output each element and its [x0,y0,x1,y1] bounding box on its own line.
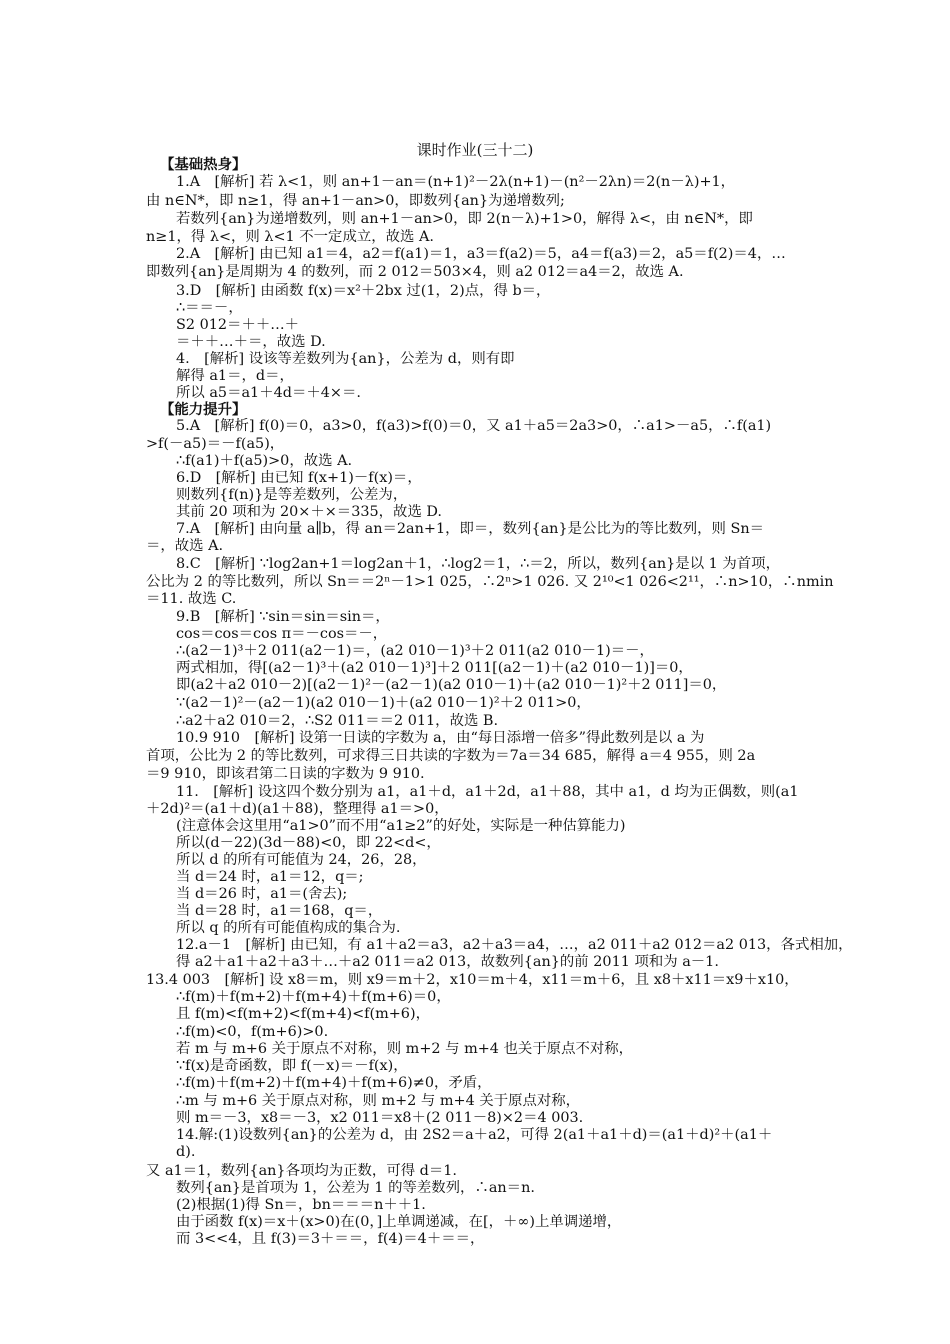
text-line: ∴m 与 m+6 关于原点对称，则 m+2 与 m+4 关于原点对称， [176,1093,581,1109]
text-line: 5.A [解析] f(0)＝0，a3>0，f(a3)>f(0)＝0，又 a1＋a5＝2a3>0，∴a1>－a5，∴f(a1) [176,418,772,434]
text-line: 由于函数 f(x)＝x＋(x>0)在(0，]上单调递减，在[，＋∞)上单调递增， [176,1214,622,1230]
text-line: (2)根据(1)得 Sn＝，bn＝＝＝n＋＋1. [176,1197,426,1213]
text-line: 1.A [解析] 若 λ<1，则 an+1－an＝(n+1)²－2λ(n+1)－(n²－2λn)＝2(n－λ)+1， [176,174,736,190]
text-line: 又 a1＝1，数列{an}各项均为正数，可得 d＝1. [146,1163,458,1179]
text-line: ∴f(m)＋f(m+2)＋f(m+4)＋f(m+6)≠0，矛盾， [176,1075,492,1091]
text-line: 12.a－1 [解析] 由已知，有 a1＋a2＝a3，a2＋a3＝a4，…，a2 011＋a2 012＝a2 013，各式相加， [176,937,853,953]
text-line: ＝11. 故选 C. [146,591,237,607]
text-line: ＝9 910，即该君第二日读的字数为 9 910. [146,766,425,782]
text-line: 解得 a1＝，d＝， [176,368,294,384]
text-line: 则 m＝－3，x8＝－3，x2 011＝x8＋(2 011－8)×2＝4 003. [176,1110,584,1126]
text-line: ∴f(m)<0，f(m+6)>0. [176,1024,329,1040]
text-line: >f(－a5)＝－f(a5)， [146,436,285,452]
text-line: 10.9 910 [解析] 设第一日读的字数为 a，由“每日添增一倍多”得此数列是以 a 为 [176,730,705,746]
text-line: 14.解:(1)设数列{an}的公差为 d，由 2S2＝a＋a2，可得 2(a1＋a1＋d)＝(a1＋d)²＋(a1＋ [176,1127,773,1143]
text-line: ∵f(x)是奇函数，即 f(－x)＝－f(x)， [176,1058,408,1074]
text-line: 两式相加，得[(a2－1)³＋(a2 010－1)³]＋2 011[(a2－1)＋(a2 010－1)]＝0， [176,660,693,676]
text-line: 若数列{an}为递增数列，则 an+1－an>0，即 2(n－λ)+1>0，解得 λ<，由 n∈N*，即 [176,211,753,227]
text-line: 7.A [解析] 由向量 a∥b，得 an＝2an+1，即＝，数列{an}是公比为的等比数列，则 Sn＝ [176,521,764,537]
text-line: 所以 d 的所有可能值为 24，26，28， [176,852,427,868]
text-line: 若 m 与 m+6 关于原点不对称，则 m+2 与 m+4 也关于原点不对称， [176,1041,634,1057]
text-line: S2 012＝＋＋…＋ [176,317,300,333]
text-line: 由 n∈N*，即 n≥1，得 an+1－an>0，即数列{an}为递增数列; [146,193,565,209]
text-line: 所以(d－22)(3d－88)<0，即 22<d<， [176,835,441,851]
text-line: ∵(a2－1)²－(a2－1)(a2 010－1)＋(a2 010－1)²＋2 011>0， [176,695,591,711]
text-line: 所以 q 的所有可能值构成的集合为. [176,920,401,936]
text-line: 3.D [解析] 由函数 f(x)＝x²＋2bx 过(1，2)点，得 b＝， [176,283,551,299]
text-line: d). [176,1144,196,1160]
text-line: 数列{an}是首项为 1，公差为 1 的等差数列，∴an＝n. [176,1180,535,1196]
text-line: 4. [解析] 设该等差数列为{an}，公差为 d，则有即 [176,351,515,367]
text-line: ∴＝＝－， [176,300,243,316]
text-line: 而 3<<4，且 f(3)＝3＋＝＝，f(4)＝4＋＝＝， [176,1231,485,1247]
text-line: (注意体会这里用“a1>0”而不用“a1≥2”的好处，实际是一种估算能力) [176,818,626,834]
text-line: 公比为 2 的等比数列，所以 Sn＝＝2ⁿ－1>1 025，∴2ⁿ>1 026. 又 2¹⁰<1 026<2¹¹，∴n>10，∴nmin [146,574,834,590]
text-line: ∴a2＋a2 010＝2，∴S2 011＝＝2 011，故选 B. [176,713,499,729]
section-heading: 【能力提升】 [160,401,247,418]
text-line: ∴f(m)＋f(m+2)＋f(m+4)＋f(m+6)＝0， [176,989,451,1005]
text-line: cos＝cos＝cos π＝－cos＝－， [176,626,388,642]
text-line: 13.4 003 [解析] 设 x8＝m，则 x9＝m＋2，x10＝m＋4，x11＝m＋6，且 x8＋x11＝x9＋x10， [146,972,799,988]
text-line: 其前 20 项和为 20×＋×＝335，故选 D. [176,504,443,520]
text-line: 即数列{an}是周期为 4 的数列，而 2 012＝503×4，则 a2 012＝a4＝2，故选 A. [146,264,684,280]
text-line: 则数列{f(n)}是等差数列，公差为， [176,487,408,503]
text-line: 8.C [解析] ∵log2an+1＝log2an＋1，∴log2＝1，∴＝2，所以，数列{an}是以 1 为首项， [176,556,780,572]
text-line: ∴(a2－1)³＋2 011(a2－1)＝，(a2 010－1)³＋2 011(a2 010－1)＝－， [176,643,654,659]
text-line: n≥1，得 λ<，则 λ<1 不一定成立，故选 A. [146,229,434,245]
text-line: 当 d＝28 时，a1＝168，q＝， [176,903,383,919]
text-line: ∴f(a1)＋f(a5)>0，故选 A. [176,453,353,469]
section-heading: 【基础热身】 [160,156,247,173]
text-line: 6.D [解析] 由已知 f(x+1)－f(x)＝， [176,470,422,486]
text-line: 9.B [解析] ∵sin＝sin＝sin＝， [176,609,390,625]
text-line: 得 a2＋a1＋a2＋a3＋…＋a2 011＝a2 013，故数列{an}的前 2011 项和为 a－1. [176,954,719,970]
text-line: 所以 a5＝a1＋4d＝＋4×＝. [176,385,361,401]
text-line: 2.A [解析] 由已知 a1＝4，a2＝f(a1)＝1，a3＝f(a2)＝5，a4＝f(a3)＝2，a5＝f(2)＝4，… [176,246,786,262]
text-line: ＝，故选 A. [146,538,224,554]
text-line: 即(a2＋a2 010－2)[(a2－1)²－(a2－1)(a2 010－1)＋(a2 010－1)²＋2 011]＝0， [176,677,727,693]
text-line: 当 d＝26 时，a1＝(舍去); [176,886,348,902]
text-line: ＋2d)²＝(a1＋d)(a1＋88)，整理得 a1＝>0， [146,801,449,817]
text-line: 且 f(m)<f(m+2)<f(m+4)<f(m+6)， [176,1006,430,1022]
text-line: ＝＋＋…＋＝，故选 D. [176,334,326,350]
text-line: 首项，公比为 2 的等比数列，可求得三日共读的字数为＝7a＝34 685，解得 a＝4 955，则 2a [146,748,756,764]
text-line: 当 d＝24 时，a1＝12，q＝; [176,869,364,885]
text-line: 11. [解析] 设这四个数分别为 a1，a1＋d，a1＋2d，a1＋88，其中 a1，d 均为正偶数，则(a1 [176,784,799,800]
page-title: 课时作业(三十二) [416,141,534,159]
